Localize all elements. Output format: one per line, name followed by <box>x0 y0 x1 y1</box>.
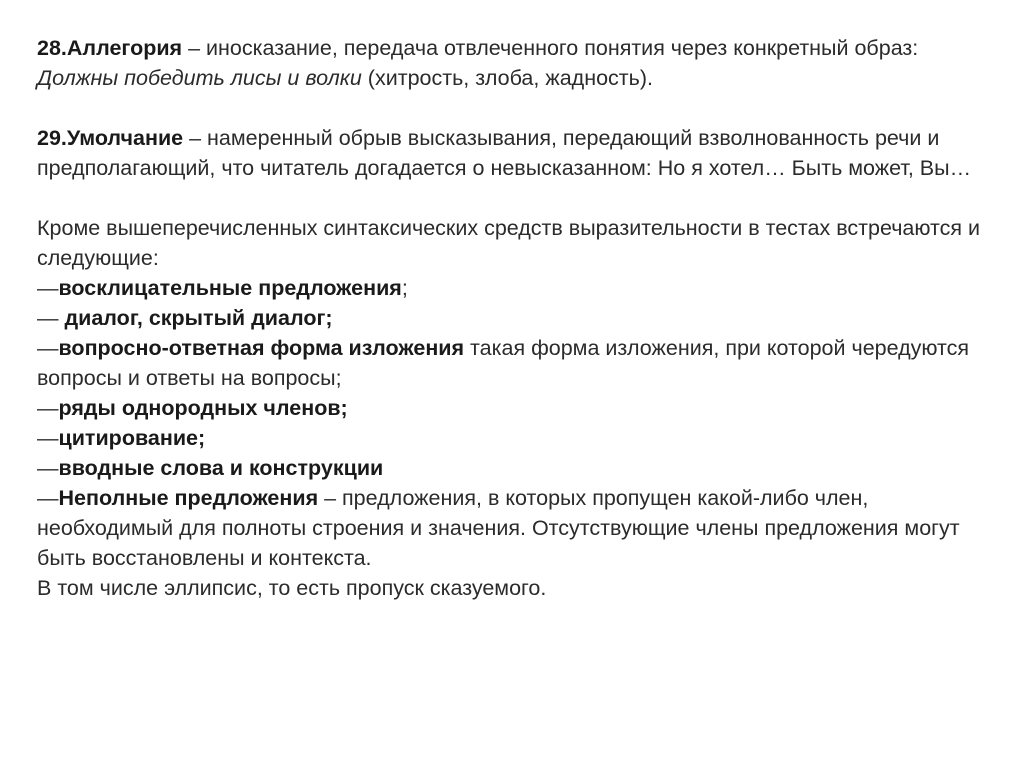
list-item-term: цитирование; <box>58 426 206 450</box>
slide-text <box>37 33 997 603</box>
list-item <box>37 423 997 453</box>
term-aposiopesis: 29.Умолчание <box>37 126 184 150</box>
spacer <box>37 93 997 123</box>
definition-allegory: – иносказание, передача отвлеченного понятия через конкретный образ: <box>182 36 919 60</box>
list-item <box>37 273 997 303</box>
list-item-term: Неполные предложения <box>58 486 319 510</box>
list-item <box>37 453 997 483</box>
list-item <box>37 483 997 573</box>
list-item-rest: ; <box>401 276 408 300</box>
list-item-term: вводные слова и конструкции <box>58 456 384 480</box>
spacer <box>37 183 997 213</box>
dash: — <box>37 456 59 480</box>
dash: — <box>37 396 59 420</box>
list-item-term: ряды однородных членов; <box>58 396 348 420</box>
dash: — <box>37 306 65 330</box>
example-allegory: Должны победить лисы и волки <box>37 66 362 90</box>
list-item <box>37 393 997 423</box>
paragraph-aposiopesis <box>37 123 997 183</box>
intro-text: Кроме вышеперечисленных синтаксических средств выразительности в тестах встречаются и следующие: <box>37 216 980 270</box>
dash: — <box>37 486 59 510</box>
list-item-term: вопросно-ответная форма изложения <box>58 336 465 360</box>
dash: — <box>37 276 59 300</box>
dash: — <box>37 426 59 450</box>
list-item-term: диалог, скрытый диалог; <box>64 306 333 330</box>
list-item-rest: такая форма изложения, при которой чередуются вопросы и ответы на вопросы; <box>37 336 970 390</box>
dash: — <box>37 336 59 360</box>
list-item-rest: – предложения, в которых пропущен какой-либо член, необходимый для полноты строения и значения. Отсутствующие члены предложения могут быть восстановлены и контекста. <box>37 486 960 570</box>
allegory-tail: (хитрость, злоба, жадность). <box>361 66 653 90</box>
list-item <box>37 303 997 333</box>
paragraph-allegory <box>37 33 997 93</box>
list-item-term: восклицательные предложения <box>58 276 402 300</box>
list-item <box>37 333 997 393</box>
final-text: В том числе эллипсис, то есть пропуск сказуемого. <box>37 576 547 600</box>
definition-aposiopesis: – намеренный обрыв высказывания, передающий взволнованность речи и предполагающий, что читатель догадается о невысказанном: Но я хотел… Быть может, Вы… <box>37 126 972 180</box>
term-allegory: 28.Аллегория <box>37 36 183 60</box>
